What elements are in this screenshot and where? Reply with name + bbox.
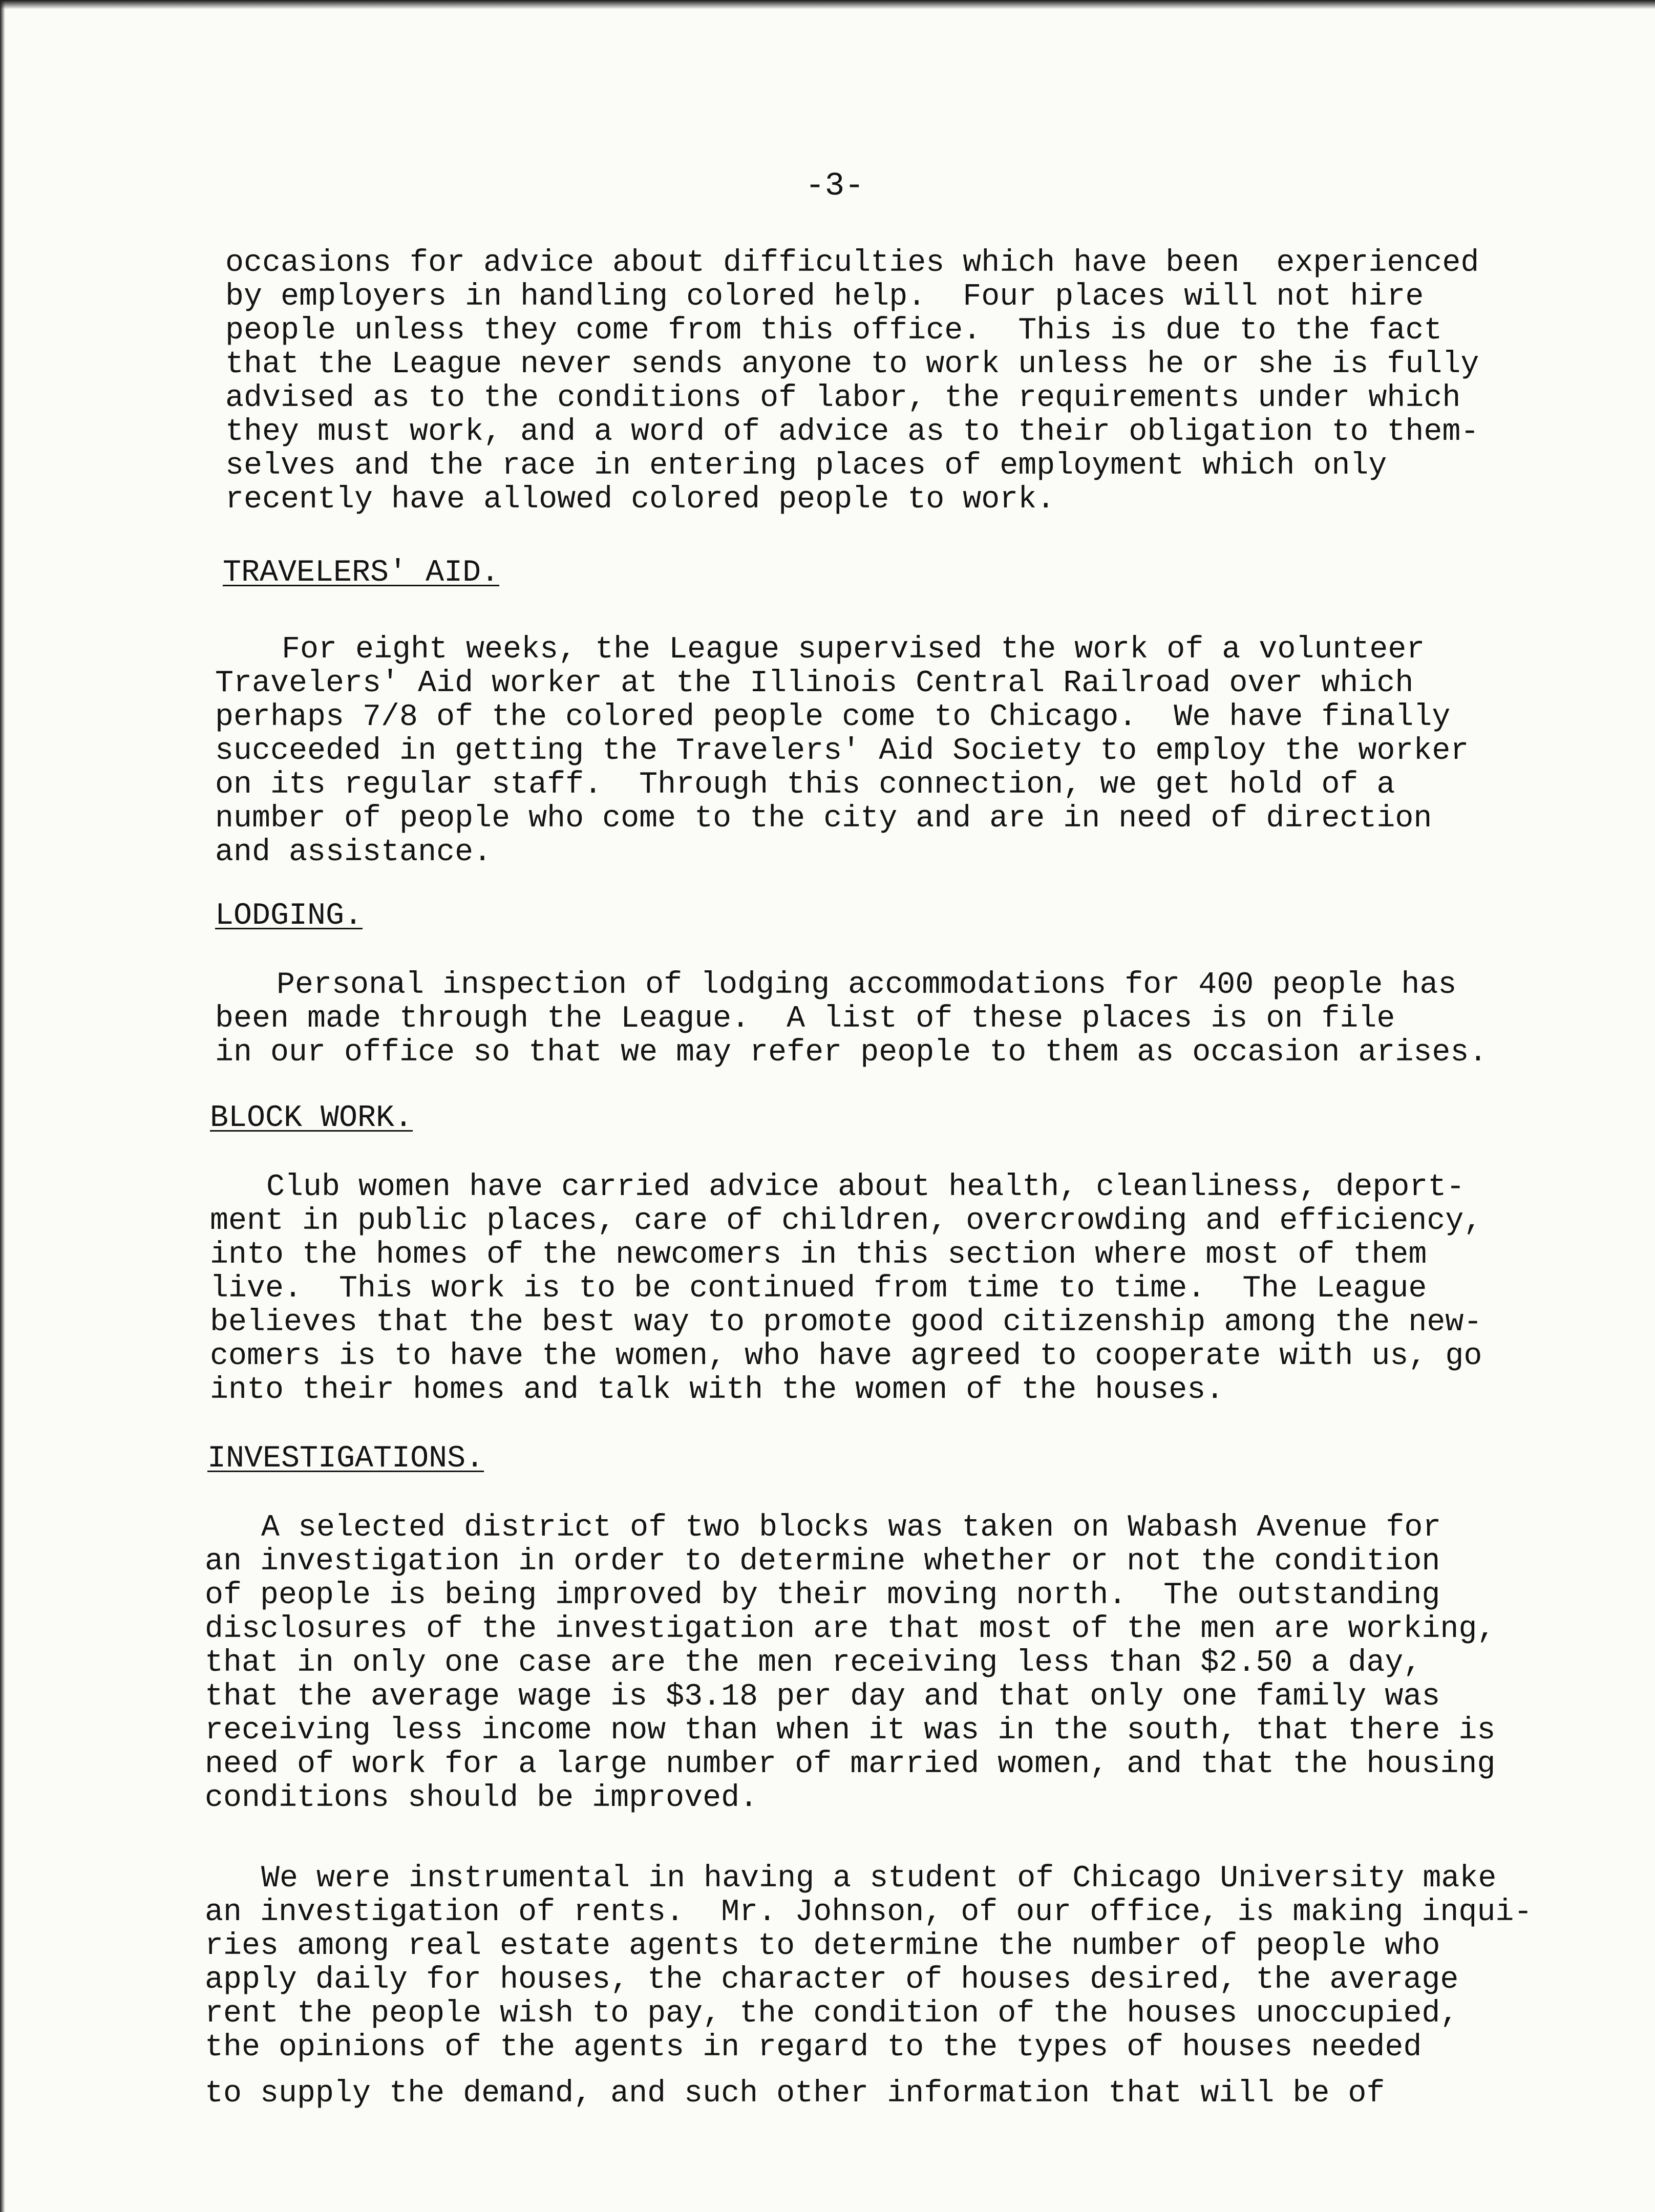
text-line: receiving less income now than when it was in the south, that there is <box>205 1713 1496 1748</box>
page-number: -3- <box>805 168 864 205</box>
text-line: number of people who come to the city and are in need of direction <box>215 801 1432 836</box>
section-heading-block-work: BLOCK WORK. <box>210 1101 413 1136</box>
text-line: perhaps 7/8 of the colored people come to Chicago. We have finally <box>215 700 1451 735</box>
text-line: the opinions of the agents in regard to the types of houses needed <box>205 2030 1422 2065</box>
text-line: conditions should be improved. <box>205 1781 758 1816</box>
text-line: We were instrumental in having a student of Chicago University make <box>261 1861 1497 1896</box>
text-line: of people is being improved by their moving north. The outstanding <box>205 1578 1440 1613</box>
text-line: and assistance. <box>215 835 492 870</box>
text-line: that the average wage is $3.18 per day and that only one family was <box>205 1679 1440 1714</box>
text-line: Personal inspection of lodging accommodations for 400 people has <box>277 968 1457 1003</box>
text-line: live. This work is to be continued from time to time. The League <box>210 1271 1427 1306</box>
text-line: Club women have carried advice about health, cleanliness, deport- <box>266 1170 1465 1205</box>
text-line: into their homes and talk with the women of the houses. <box>210 1373 1224 1408</box>
text-line: believes that the best way to promote good citizenship among the new- <box>210 1305 1482 1340</box>
text-line: people unless they come from this office. This is due to the fact <box>225 313 1442 348</box>
text-line: that the League never sends anyone to work unless he or she is fully <box>225 347 1479 382</box>
text-line: to supply the demand, and such other information that will be of <box>205 2076 1385 2111</box>
text-line: selves and the race in entering places of employment which only <box>225 449 1387 483</box>
section-heading-investigations: INVESTIGATIONS. <box>207 1441 484 1476</box>
text-line: succeeded in getting the Travelers' Aid Society to employ the worker <box>215 734 1469 769</box>
text-line: an investigation of rents. Mr. Johnson, of our office, is making inqui- <box>205 1895 1533 1930</box>
text-line: that in only one case are the men receiving less than $2.50 a day, <box>205 1646 1422 1681</box>
text-line: by employers in handling colored help. Four places will not hire <box>225 280 1424 314</box>
text-line: advised as to the conditions of labor, the requirements under which <box>225 381 1461 416</box>
text-line: need of work for a large number of married women, and that the housing <box>205 1747 1496 1782</box>
text-line: A selected district of two blocks was taken on Wabash Avenue for <box>261 1511 1441 1545</box>
scan-edge-left <box>0 0 5 2212</box>
scan-edge-top <box>0 0 1655 9</box>
section-heading-lodging: LODGING. <box>215 899 363 933</box>
text-line: they must work, and a word of advice as to their obligation to them- <box>225 415 1479 450</box>
text-line: in our office so that we may refer people to them as occasion arises. <box>215 1035 1488 1070</box>
text-line: an investigation in order to determine whether or not the condition <box>205 1544 1440 1579</box>
text-line: ment in public places, care of children, overcrowding and efficiency, <box>210 1204 1482 1239</box>
text-line: into the homes of the newcomers in this section where most of them <box>210 1238 1427 1272</box>
text-line: recently have allowed colored people to work. <box>225 482 1055 517</box>
section-heading-travelers-aid: TRAVELERS' AID. <box>223 556 500 590</box>
text-line: occasions for advice about difficulties which have been experienced <box>225 246 1479 281</box>
text-line: comers is to have the women, who have agreed to cooperate with us, go <box>210 1339 1482 1374</box>
text-line: on its regular staff. Through this connection, we get hold of a <box>215 768 1395 802</box>
text-line: ries among real estate agents to determine the number of people who <box>205 1929 1440 1964</box>
text-line: been made through the League. A list of these places is on file <box>215 1002 1395 1036</box>
text-line: Travelers' Aid worker at the Illinois Central Railroad over which <box>215 666 1414 701</box>
text-line: disclosures of the investigation are that most of the men are working, <box>205 1612 1496 1647</box>
text-line: apply daily for houses, the character of houses desired, the average <box>205 1963 1459 1997</box>
text-line: rent the people wish to pay, the condition of the houses unoccupied, <box>205 1996 1459 2031</box>
text-line: For eight weeks, the League supervised the work of a volunteer <box>282 632 1425 667</box>
